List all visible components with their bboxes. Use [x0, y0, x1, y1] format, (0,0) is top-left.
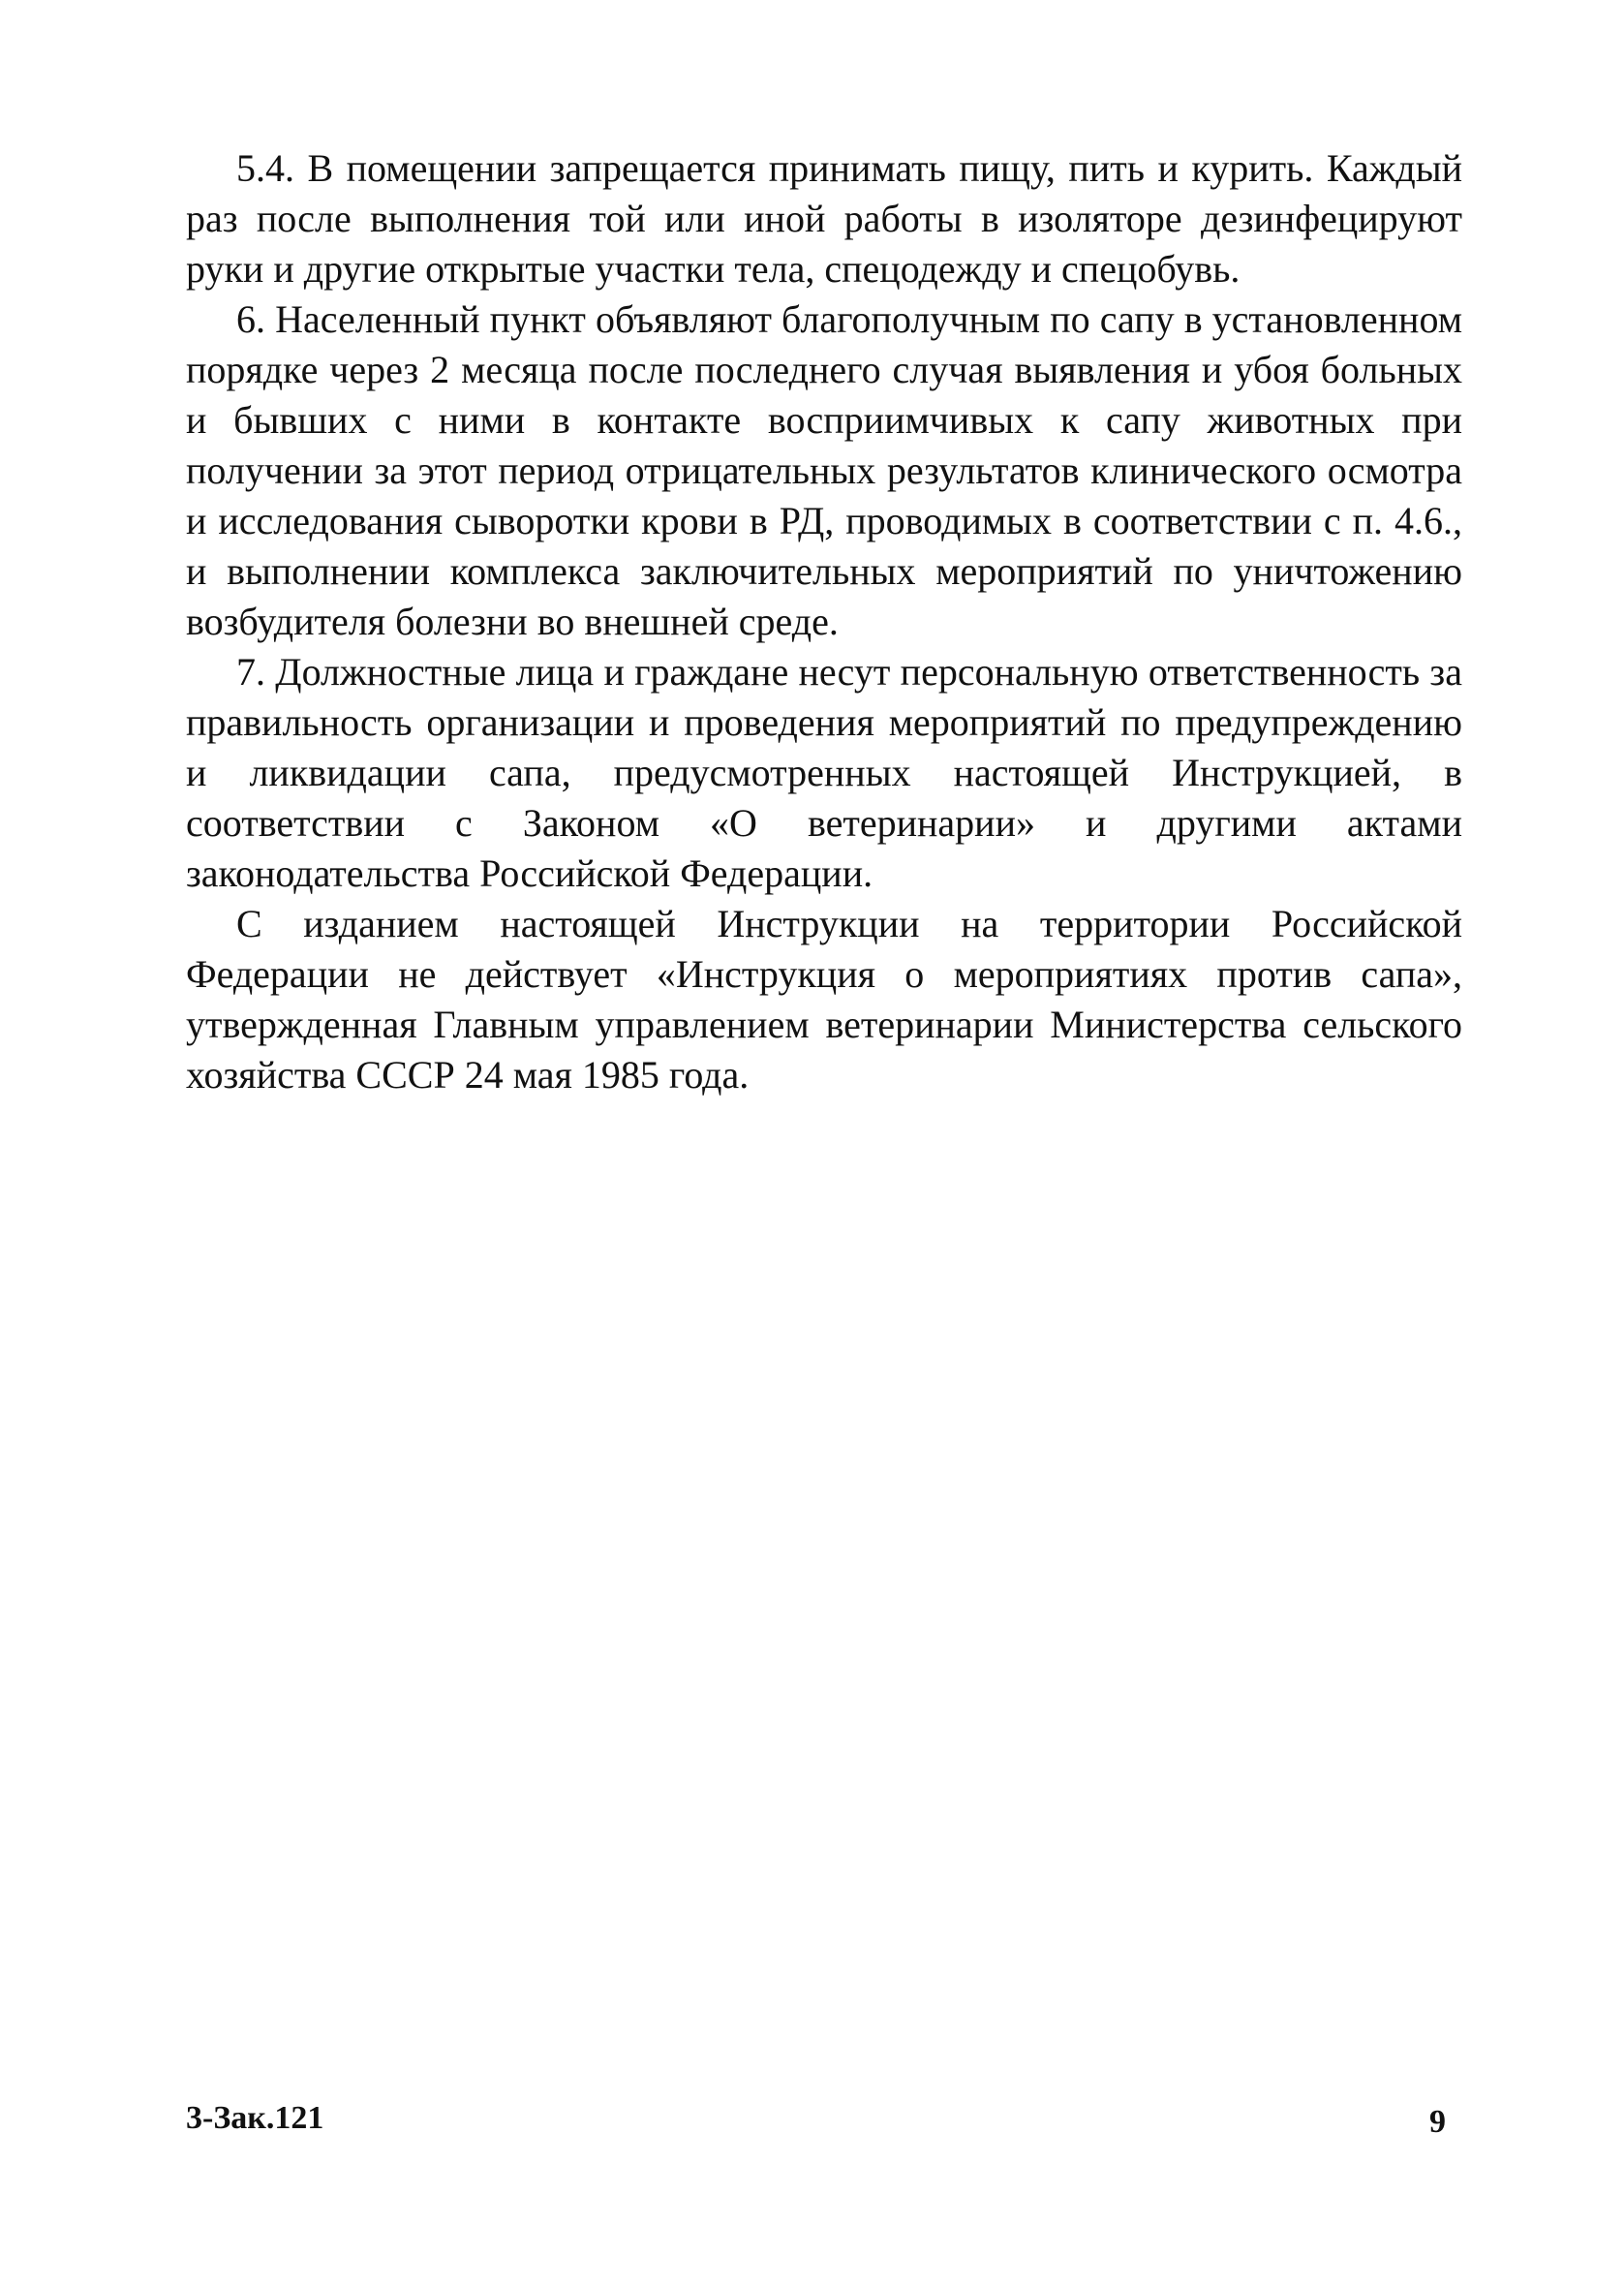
- paragraph-closing: С изданием настоящей Инструкции на территории Российской Федерации не действует «Инструкция о мероприятиях против сапа», утвержденная Главным управлением ветеринарии Министерства сельского хозяйства СССР 24 мая 1985 года.: [186, 902, 1462, 1097]
- paragraph-7: 7. Должностные лица и граждане несут персональную ответственность за правильность организации и проведения мероприятий по предупреждению и ликвидации сапа, предусмотренных настоящей Инструкцией, в соответствии с Законом «О ветеринарии» и другими актами законодательства Российской Федерации.: [186, 650, 1462, 895]
- paragraph-6: 6. Населенный пункт объявляют благополучным по сапу в установленном порядке через 2 месяца после последнего случая выявления и убоя больных и бывших с ними в контакте восприимчивых к сапу животных при получении за этот период отрицательных результатов клинического осмотра и исследования сыворотки крови в РД, проводимых в соответствии с п. 4.6., и выполнении комплекса заключительных мероприятий по уничтожению возбудителя болезни во внешней среде.: [186, 297, 1462, 643]
- print-order-code: 3-Зак.121: [186, 2100, 324, 2136]
- page-number: 9: [1429, 2104, 1446, 2140]
- body-text: [186, 143, 1462, 1100]
- paragraph-5-4: 5.4. В помещении запрещается принимать пищу, пить и курить. Каждый раз после выполнения той или иной работы в изоляторе дезинфецируют руки и другие открытые участки тела, спецодежду и спецобувь.: [186, 146, 1462, 291]
